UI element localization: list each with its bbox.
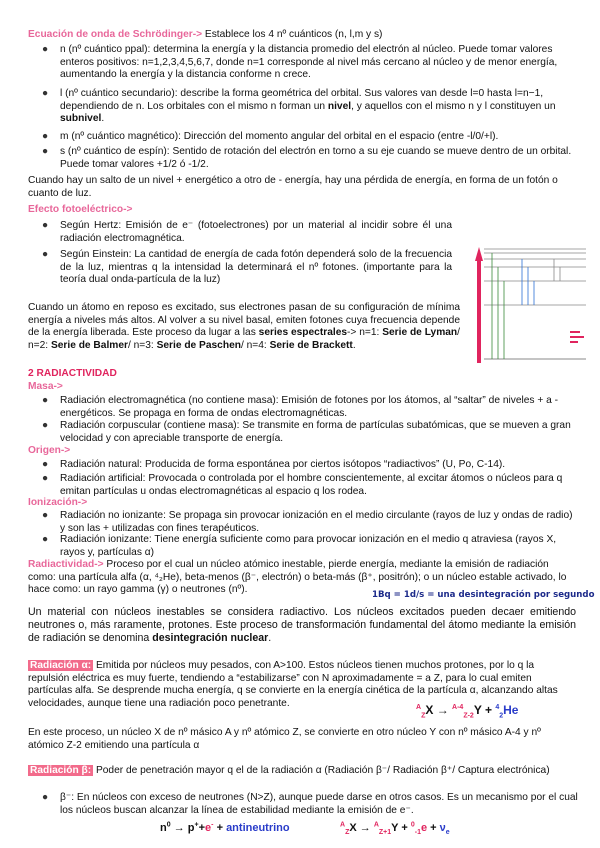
atomo-a: Cuando un átomo en reposo es excitado, sus electrones pasan de su configuración de mínima energía a niveles más altos. Al volver a su nivel basal, emiten fotones cuya frecuencia depende de la energía liberada. Este proceso da lugar a las: [28, 302, 460, 339]
alfa-title: Radiación α:: [30, 660, 92, 671]
bullet-icon: ●: [42, 88, 49, 99]
n-item: [42, 44, 578, 82]
formula-e-minus: -: [211, 821, 214, 829]
serie-balmer: Serie de Balmer: [50, 339, 128, 351]
formula-y: Y: [473, 703, 482, 717]
formula-e: e: [420, 822, 428, 834]
formula-z1: Z+1: [378, 829, 392, 837]
formula-n: n: [160, 822, 167, 834]
formula-plus: +: [216, 822, 223, 834]
beta-decay-nucleus-formula: [340, 822, 450, 835]
formula-nu: ν: [439, 822, 446, 834]
radiactividad-def-text: Proceso por el cual un núcleo atómico inestable, pierde energía, mediante la emisión de radiación como: una partícula alfa (α, ⁴₂He), beta-menos (β⁻, electrón) o beta-más (β⁺, positrón); o un núcleo estable activado, lo hace como: un rayo gamma (γ) o neutrones (nº).: [28, 559, 567, 596]
bullet-icon: ●: [42, 146, 49, 157]
diagram-background: [470, 235, 588, 367]
formula-z: Z: [421, 712, 426, 720]
formula-plus: +: [198, 822, 206, 834]
formula-x: X: [425, 703, 434, 717]
bullet-icon: ●: [42, 395, 49, 406]
material-c: .: [268, 632, 272, 644]
ioniz-1-text: Radiación no ionizante: Se propaga sin provocar ionización en el medio circulante (rayos de luz y ondas de radio) y son las + utilizadas con fines terapéuticos.: [60, 510, 573, 534]
serie-lyman: Serie de Lyman: [382, 327, 458, 339]
atomo-e: / n=3:: [127, 339, 157, 351]
formula-two: 2: [499, 712, 504, 720]
ionizacion-title: Ionización->: [28, 497, 88, 508]
alfa-text: Emitida por núcleos muy pesados, con A>100. Estos núcleos tienen muchos protones, por lo q la repulsión eléctrica es muy fuerte, tendiendo a “estabilizarse” con N aproximadamente = a Z, para lo cual emiten partículas alfa. Se desprende mucha energía, q se convierte en la energía cinética de la partícula α, alcanzando altas velocidades, aunque tiene una radiación poco penetrante.: [28, 660, 558, 709]
schrodinger-intro: Establece los 4 nº cuánticos (n, l,m y s): [202, 29, 383, 40]
formula-a4: A-4: [452, 704, 464, 711]
serie-brackett: Serie de Brackett: [269, 339, 353, 351]
bullet-icon: ●: [42, 44, 49, 55]
beta-minus-text: β⁻: En núcleos con exceso de neutrones (N>Z), aunque puede darse en otros casos. Es un mecanismo por el cual los núcleos buscan alcanzar la línea de estabilidad mediante la emisión de e⁻.: [60, 792, 578, 816]
origen-title: Origen->: [28, 445, 71, 456]
masa-item-2: [42, 420, 578, 445]
beta-minus-item: [42, 792, 578, 817]
bullet-icon: ●: [42, 249, 49, 260]
hertz-text: Según Hertz: Emisión de e⁻ (fotoelectrones) por un material al incidir sobre él una radiación electromagnética.: [60, 220, 452, 244]
n-item-text: n (nº cuántico ppal): determina la energía y la distancia promedio del electrón al núcleo. Puede tomar valores enteros positivos: n=1,2,3,4,5,6,7, donde n=1 corresponde al nivel más cercano al núcleo y de menor energía, aumentando la energía y la distancia conforme n crece.: [60, 44, 558, 81]
becquerel-formula: 1Bq = 1d/s = una desintegración por segundo: [372, 590, 595, 600]
atomo-paragraph: [28, 302, 460, 352]
bullet-icon: ●: [42, 220, 49, 231]
masa-1-text: Radiación electromagnética (no contiene masa): Emisión de fotones por los átomos, al “saltar” de niveles + a - energéticos. Se propaga en forma de ondas electromagnéticas.: [60, 395, 559, 419]
bullet-icon: ●: [42, 420, 49, 431]
formula-x: X: [349, 822, 357, 834]
formula-p: p: [187, 822, 195, 834]
l-item-text: [60, 88, 578, 126]
radiactividad-def-title: Radiactividad->: [28, 559, 104, 570]
origen-2-text: Radiación artificial: Provocada o controlada por el hombre conscientemente, al excitar átomos o núcleos para q emitan partículas u ondas electromagnéticas al espacio q los rodea.: [60, 473, 563, 497]
l-text-e: .: [101, 113, 105, 125]
bullet-icon: ●: [42, 534, 49, 545]
radiactividad-title: 2 RADIACTIVIDAD: [28, 368, 117, 379]
bullet-icon: ●: [42, 131, 49, 142]
legend-mark: [570, 331, 580, 333]
formula-zero: 0: [166, 821, 171, 829]
origen-item-2: [42, 473, 578, 498]
energy-bar: [477, 261, 481, 363]
formula-four: 4: [495, 704, 500, 711]
atomo-g: .: [352, 339, 356, 351]
s-item-text: s (nº cuántico de espín): Sentido de rotación del electrón en torno a su eje cuando se mueve dentro de un orbital. Puede tomar valores +1/2 ó -1/2.: [60, 146, 572, 170]
material-paragraph: [28, 606, 576, 645]
legend-mark: [570, 336, 584, 338]
schrodinger-title: Ecuación de onda de Schrödinger->: [28, 29, 203, 40]
series-espectrales: series espectrales: [258, 327, 348, 339]
formula-e: e: [205, 822, 212, 834]
l-text-c: , y aquellos con el mismo n y l constituyen un: [351, 100, 556, 112]
alfa-proceso: En este proceso, un núcleo X de nº másico A y nº atómico Z, se convierte en otro núcleo Y con nº másico A-4 y nº atómico Z-2 emitiendo una partícula α: [28, 727, 541, 751]
spectral-series-diagram: [470, 235, 588, 367]
formula-arrow-icon: →: [359, 822, 371, 834]
ionizacion-item-1: [42, 510, 578, 535]
alpha-decay-formula: [416, 703, 519, 720]
bullet-icon: ●: [42, 510, 49, 521]
m-item: [42, 131, 578, 144]
formula-plus: +: [484, 703, 492, 717]
formula-a: A: [373, 821, 379, 829]
beta-text: Poder de penetración mayor q el de la radiación α (Radiación β⁻/ Radiación β⁺/ Captura electrónica): [93, 765, 550, 776]
origen-1-text: Radiación natural: Producida de forma espontánea por ciertos isótopos “radiactivos” (U, Po, C-14).: [60, 459, 506, 470]
formula-arrow-icon: →: [173, 822, 185, 834]
atomo-f: / n=4:: [240, 339, 270, 351]
formula-z2: Z-2: [463, 712, 474, 720]
formula-he: He: [503, 703, 519, 717]
l-text-a: l (nº cuántico secundario): describe la forma geométrica del orbital. Sus valores van desde l=0 hasta l=n−1, dependiendo de n. Los orbitales con el mismo n forman un: [60, 88, 544, 112]
formula-a: A: [416, 704, 422, 711]
formula-y: Y: [391, 822, 399, 834]
masa-title: Masa->: [28, 381, 63, 392]
formula-plus: +: [430, 822, 437, 834]
hertz-item: [42, 220, 452, 245]
s-item: [42, 146, 578, 171]
salto-paragraph: Cuando hay un salto de un nivel + energético a otro de - energía, hay una pérdida de energía, en forma de un fotón o cuanto de luz.: [28, 175, 558, 199]
formula-antineutrino: antineutrino: [226, 822, 290, 834]
fotoelectrico-title: Efecto fotoeléctrico->: [28, 204, 133, 215]
legend-mark: [570, 341, 578, 343]
m-item-text: m (nº cuántico magnético): Dirección del momento angular del orbital en el espacio (entre -l/0/+l).: [60, 131, 499, 142]
ionizacion-item-2: [42, 534, 578, 559]
bullet-icon: ●: [42, 473, 49, 484]
beta-decay-neutron-formula: [160, 822, 290, 835]
einstein-text: Según Einstein: La cantidad de energía de cada fotón dependerá solo de la frecuencia de la luz, mientras q la intensidad la determinará el nº fotones. (importante para la teoría dual onda-partícula de la luz): [60, 249, 452, 286]
einstein-item: [42, 249, 452, 287]
formula-z: Z: [345, 829, 350, 837]
material-a: Un material con núcleos inestables se considera radiactivo. Los núcleos excitados pueden decaer emitiendo neutrones o, más raramente, protones. Este proceso de transformación fundamental del átomo mediante la emisión de radiación se denomina: [28, 606, 576, 644]
atomo-d: / n=2:: [28, 327, 460, 351]
l-text-subnivel: subnivel: [60, 113, 102, 125]
atomo-c: -> n=1:: [347, 327, 383, 339]
schrodinger-line: [28, 29, 576, 42]
bullet-icon: ●: [42, 459, 49, 470]
origen-item-1: [42, 459, 578, 472]
l-text-nivel: nivel: [327, 100, 352, 112]
formula-nu-sub: e: [445, 829, 450, 837]
formula-a: A: [340, 821, 346, 829]
masa-item-1: [42, 395, 578, 420]
serie-paschen: Serie de Paschen: [156, 339, 241, 351]
l-item: [42, 88, 578, 126]
formula-p-plus: +: [194, 821, 199, 829]
masa-2-text: Radiación corpuscular (contiene masa): Se transmite en forma de partículas subatómicas, que se mueven a gran velocidad y con apreciable transporte de energía.: [60, 420, 571, 444]
formula-minus1: -1: [414, 829, 421, 837]
formula-zero: 0: [410, 821, 415, 829]
formula-plus: +: [401, 822, 408, 834]
beta-paragraph: [28, 765, 576, 778]
ioniz-2-text: Radiación ionizante: Tiene energía suficiente como para provocar ionización en el medio q atraviesa (rayos X, rayos y, partículas α): [60, 534, 557, 558]
beta-title: Radiación β:: [30, 765, 92, 776]
bullet-icon: ●: [42, 792, 49, 803]
desintegracion-nuclear: desintegración nuclear: [152, 632, 269, 644]
formula-arrow-icon: →: [436, 703, 449, 717]
